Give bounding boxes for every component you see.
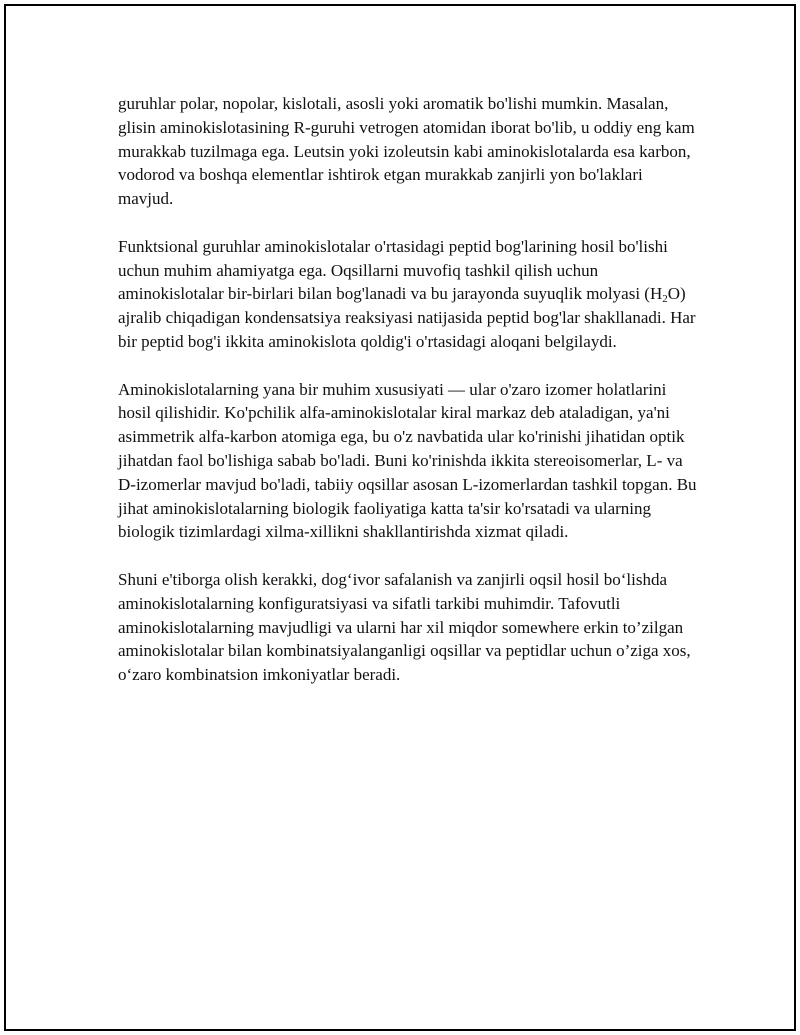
water-subscript: 2 [662, 293, 668, 306]
paragraph-2 [118, 235, 698, 354]
document-body [118, 92, 698, 711]
paragraph-1: guruhlar polar, nopolar, kislotali, asosli yoki aromatik bo'lishi mumkin. Masalan, glisin aminokislotasining R-guruhi vetrogen atomidan iborat bo'lib, u oddiy eng kam murakkab tuzilmaga ega. Leutsin yoki izoleutsin kabi aminokislotalarda esa karbon, vodorod va boshqa elementlar ishtirok etgan murakkab zanjirli yon bo'laklari mavjud. [118, 94, 695, 209]
paragraph-2-part-1: Funktsional guruhlar aminokislotalar o'rtasidagi peptid bog'larining hosil bo'lishi uchun muhim ahamiyatga ega. Oqsillarni muvofiq tashkil qilish uchun aminokislotalar bir-birlari bilan bog'lanadi va bu jarayonda suyuqlik molyasi (H [118, 236, 668, 304]
paragraph-3: Aminokislotalarning yana bir muhim xususiyati — ular o'zaro izomer holatlarini hosil qilishidir. Ko'pchilik alfa-aminokislotalar kiral markaz deb ataladigan, ya'ni asimmetrik alfa-karbon atomiga ega, bu o'z navbatida ular ko'rinishi jihatidan optik jihatdan faol bo'lishiga sabab bo'ladi. Buni ko'rinishda ikkita stereoisomerlar, L- va D-izomerlar mavjud bo'ladi, tabiiy oqsillar asosan L-izomerlardan tashkil topgan. Bu jihat aminokislotalarning biologik faoliyatiga katta ta'sir ko'rsatadi va ularning biologik tizimlardagi xilma-xillikni shakllantirishda xizmat qiladi. [118, 379, 697, 542]
paragraph-2-part-2: O) ajralib chiqadigan kondensatsiya reaksiyasi natijasida peptid bog'lar shakllanadi. Har bir peptid bog'i ikkita aminokislota qoldig'i o'rtasidagi aloqani belgilaydi. [118, 284, 696, 351]
paragraph-4: Shuni e'tiborga olish kerakki, dog‘ivor safalanish va zanjirli oqsil hosil bo‘lishda aminokislotalarning konfiguratsiyasi va sifatli tarkibi muhimdir. Tafovutli aminokislotalarning mavjudligi va ularni har xil miqdor somewhere erkin to’zilgan aminokislotalar bilan kombinatsiyalanganligi oqsillar va peptidlar uchun o’ziga xos, o‘zaro kombinatsion imkoniyatlar beradi. [118, 569, 691, 685]
